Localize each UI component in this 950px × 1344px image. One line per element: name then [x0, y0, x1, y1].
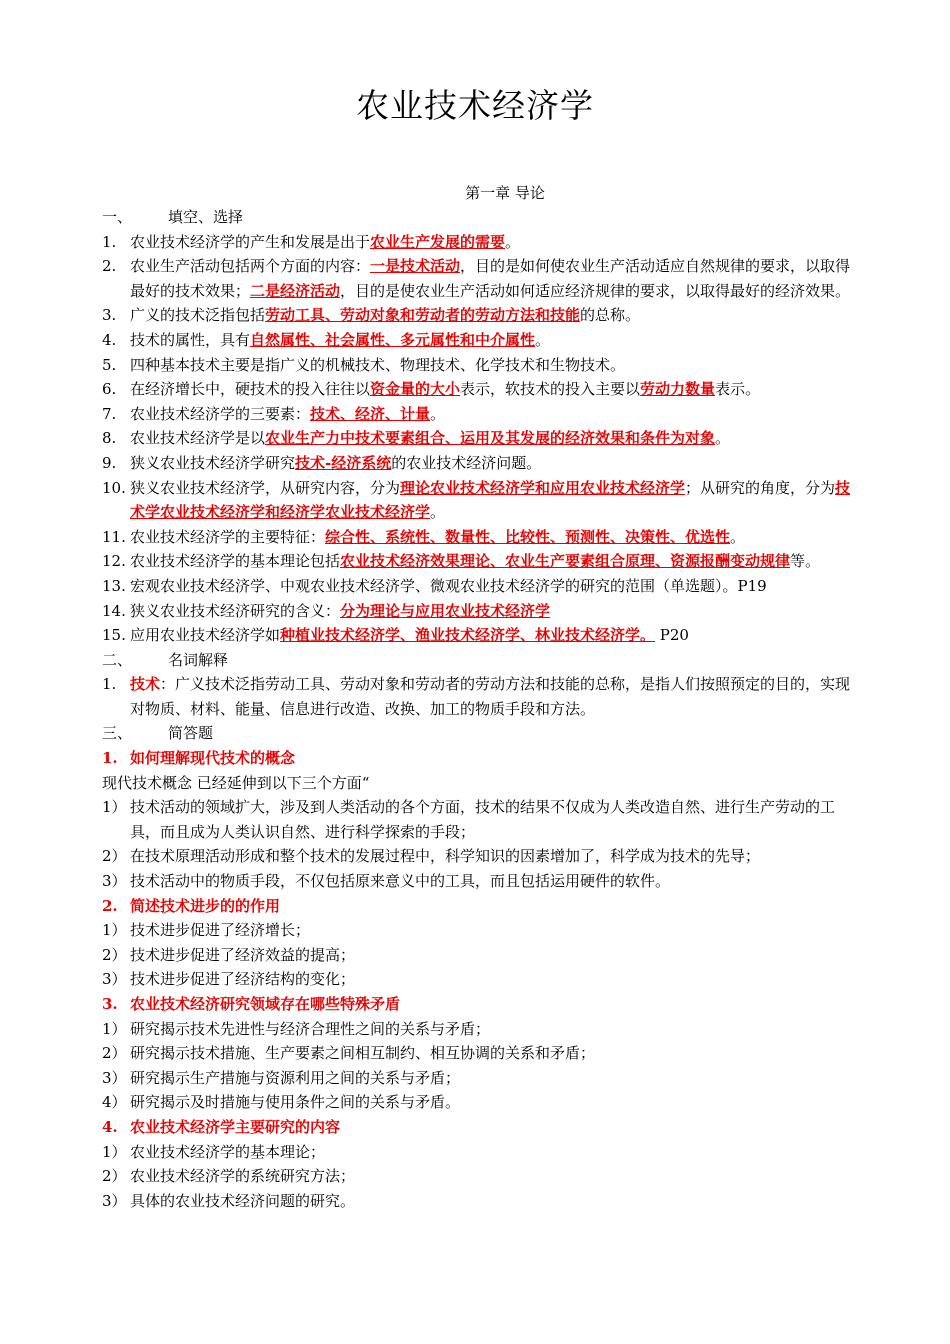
answer-highlight: 二是经济活动: [250, 281, 341, 300]
text-run: 的总称。: [580, 306, 641, 325]
item-text: [130, 602, 550, 620]
item-text: [130, 946, 355, 964]
section-heading-terms: [102, 648, 858, 673]
fill-item: [102, 377, 858, 402]
text-run: ，目的是如何使农业生产活动适应自然规律的要求，以取得最好的技术效果；: [130, 257, 851, 300]
answer-item: [102, 795, 858, 844]
fill-item: [102, 303, 858, 328]
fill-item: [102, 574, 858, 599]
answer-item: [102, 1017, 858, 1042]
section-label: 名词解释: [168, 650, 229, 669]
answer-item: [102, 1041, 858, 1066]
item-number: 3）: [102, 1068, 127, 1087]
section-number: 一、: [102, 208, 133, 226]
answer-highlight: 资金量的大小: [370, 380, 461, 399]
answer-highlight: 技术: [130, 675, 161, 694]
text-run: 技术进步促进了经济增长；: [130, 921, 311, 940]
item-text: [130, 356, 625, 374]
text-run: 农业技术经济学的基本理论；: [130, 1142, 326, 1161]
section-label: 填空、选择: [168, 208, 244, 226]
text-run: 在经济增长中，硬技术的投入往往以: [130, 380, 371, 399]
item-text: [130, 921, 310, 939]
section-heading-questions: [102, 721, 858, 746]
question-text: 如何理解现代技术的概念: [130, 749, 296, 768]
answer-item: [102, 967, 858, 992]
item-number: 3）: [102, 1191, 127, 1210]
text-run: 。: [715, 429, 731, 448]
answer-highlight: 种植业技术经济学、渔业技术经济学、林业技术经济学。: [280, 626, 656, 645]
item-number: 3.: [102, 306, 117, 325]
item-number: 9.: [102, 453, 117, 472]
question-intro: 现代技术概念 已经延伸到以下三个方面“: [102, 773, 370, 792]
text-run: 农业技术经济学的三要素：: [130, 404, 311, 423]
text-run: 广义的技术泛指包括: [130, 306, 266, 325]
item-number: 2）: [102, 945, 127, 964]
document-title: 农业技术经济学: [356, 86, 594, 125]
item-number: 2）: [102, 847, 127, 866]
item-text: [130, 1093, 460, 1111]
answer-item: [102, 918, 858, 943]
item-text: [130, 577, 767, 595]
item-number: 14.: [102, 601, 126, 620]
text-run: 表示。: [715, 380, 761, 399]
item-text: [130, 454, 541, 472]
item-number: 1）: [102, 1142, 127, 1161]
fill-in-list: [102, 230, 858, 648]
item-text: [130, 626, 689, 644]
answer-item: [102, 1189, 858, 1214]
item-text: [130, 380, 760, 398]
answer-highlight: 自然属性、社会属性、多元属性和中介属性: [250, 330, 536, 349]
item-text: [130, 1143, 325, 1161]
text-run: 应用农业技术经济学如: [130, 626, 281, 645]
item-number: 1）: [102, 798, 127, 817]
text-run: 技术活动中的物质手段，不仅包括原来意义中的工具，而且包括运用硬件的软件。: [130, 872, 671, 891]
text-run: 。: [505, 232, 521, 251]
item-number: 2）: [102, 1167, 127, 1186]
item-text: [130, 429, 730, 447]
item-text: [130, 233, 520, 251]
question-text: 农业技术经济学主要研究的内容: [130, 1117, 341, 1136]
question-text: 简述技术进步的的作用: [130, 896, 281, 915]
answer-highlight: 农业生产力中技术要素组合、运用及其发展的经济效果和条件为对象: [265, 429, 716, 448]
item-text: [130, 1192, 355, 1210]
item-number: 7.: [102, 404, 117, 423]
terms-list: [102, 672, 858, 721]
question-title: [102, 1115, 858, 1140]
answer-highlight: 分为理论与应用农业技术经济学: [340, 601, 551, 620]
text-run: ，目的是使农业生产活动如何适应经济规律的要求，以取得最好的经济效果。: [340, 281, 851, 300]
question-title: [102, 992, 858, 1017]
item-number: 2）: [102, 1044, 127, 1063]
fill-item: [102, 426, 858, 451]
text-run: 的农业技术经济问题。: [391, 453, 542, 472]
text-run: 。: [535, 330, 551, 349]
text-run: ：广义技术泛指劳动工具、劳动对象和劳动者的劳动方法和技能的总称，是指人们按照预定的目的，实现对物质、材料、能量、信息进行改造、改换、加工的物质手段和方法。: [130, 675, 851, 718]
item-text: [130, 257, 850, 300]
text-run: 在技术原理活动形成和整个技术的发展过程中，科学知识的因素增加了，科学成为技术的先导；: [130, 847, 761, 866]
answer-highlight: 技术学农业技术经济学和经济学农业技术经济学: [130, 478, 851, 522]
answer-item: [102, 844, 858, 869]
item-text: [130, 970, 355, 988]
item-text: [130, 552, 820, 570]
questions-list: [102, 746, 858, 1213]
text-run: 。: [430, 404, 446, 423]
fill-item: [102, 525, 858, 550]
section-label: 简答题: [168, 724, 214, 743]
text-run: 技术进步促进了经济效益的提高；: [130, 945, 356, 964]
question-title: [102, 746, 858, 771]
answer-highlight: 劳动力数量: [640, 380, 716, 399]
question-number: 3.: [102, 995, 118, 1013]
text-run: P20: [655, 626, 689, 645]
answer-item: [102, 1140, 858, 1165]
item-text: [130, 675, 850, 718]
text-run: 农业技术经济学的基本理论包括: [130, 552, 341, 571]
answer-highlight: 农业技术经济效果理论、农业生产要素组合原理、资源报酬变动规律: [340, 552, 791, 571]
item-text: [130, 405, 445, 423]
text-run: 等。: [790, 552, 821, 571]
text-run: 技术活动的领域扩大，涉及到人类活动的各个方面，技术的结果不仅成为人类改造自然、进行生产劳动的工具，而且成为人类认识自然、进行科学探索的手段；: [130, 798, 836, 841]
question-title: [102, 894, 858, 919]
document-body: [102, 205, 858, 1213]
answer-item: [102, 1066, 858, 1091]
text-run: 农业技术经济学的产生和发展是出于: [130, 232, 371, 251]
answer-item: [102, 943, 858, 968]
text-run: 农业技术经济学的系统研究方法；: [130, 1167, 356, 1186]
item-number: 12.: [102, 552, 126, 571]
text-run: ；从研究的角度，分为: [685, 478, 836, 497]
answer-highlight: 农业生产发展的需要: [370, 232, 506, 251]
answer-highlight: 一是技术活动: [370, 257, 461, 276]
answer-item: [102, 869, 858, 894]
item-text: [130, 1069, 460, 1087]
item-number: 5.: [102, 355, 117, 374]
chapter-heading: 第一章 导论: [465, 184, 545, 202]
text-run: 研究揭示技术措施、生产要素之间相互制约、相互协调的关系和矛盾；: [130, 1044, 596, 1063]
answer-highlight: 技术、经济、计量: [310, 404, 431, 423]
item-number: 15.: [102, 626, 126, 645]
answer-highlight: 理论农业技术经济学和应用农业技术经济学: [400, 478, 686, 497]
question-text: 农业技术经济研究领域存在哪些特殊矛盾: [130, 995, 401, 1013]
fill-item: [102, 623, 858, 648]
item-text: [130, 798, 835, 841]
text-run: 技术进步促进了经济结构的变化；: [130, 970, 356, 989]
text-run: 研究揭示技术先进性与经济合理性之间的关系与矛盾；: [130, 1019, 491, 1038]
item-text: [130, 528, 745, 546]
item-number: 13.: [102, 576, 126, 595]
item-text: [130, 847, 760, 865]
text-run: 农业技术经济学的主要特征：: [130, 527, 326, 546]
item-number: 4.: [102, 330, 117, 349]
item-text: [130, 1020, 490, 1038]
section-number: 二、: [102, 650, 133, 669]
item-number: 2.: [102, 257, 117, 276]
fill-item: [102, 599, 858, 624]
text-run: 技术的属性，具有: [130, 330, 251, 349]
text-run: 。: [430, 503, 446, 522]
item-number: 6.: [102, 380, 117, 399]
item-text: [130, 1044, 595, 1062]
question-number: 2.: [102, 896, 118, 915]
item-number: 10.: [102, 478, 126, 497]
item-number: 1.: [102, 675, 117, 694]
item-text: [130, 331, 550, 349]
fill-item: [102, 549, 858, 574]
item-number: 3）: [102, 970, 127, 989]
fill-item: [102, 353, 858, 378]
item-number: 1）: [102, 921, 127, 940]
term-item: [102, 672, 858, 721]
text-run: 表示，软技术的投入主要以: [460, 380, 641, 399]
item-number: 1）: [102, 1019, 127, 1038]
fill-item: [102, 254, 858, 303]
text-run: 。: [730, 527, 746, 546]
fill-item: [102, 328, 858, 353]
text-run: 研究揭示及时措施与使用条件之间的关系与矛盾。: [130, 1093, 461, 1112]
answer-highlight: 技术-经济系统: [295, 453, 392, 472]
item-number: 3）: [102, 872, 127, 891]
text-run: 农业生产活动包括两个方面的内容：: [130, 257, 371, 276]
fill-item: [102, 230, 858, 255]
section-heading-fill: [102, 205, 858, 230]
text-run: 农业技术经济学是以: [130, 429, 266, 448]
text-run: 狭义农业技术经济研究的含义：: [130, 601, 341, 620]
text-run: 研究揭示生产措施与资源利用之间的关系与矛盾；: [130, 1068, 461, 1087]
fill-item: [102, 451, 858, 476]
text-run: 宏观农业技术经济学、中观农业技术经济学、微观农业技术经济学的研究的范围（单选题）。P19: [130, 576, 767, 595]
item-number: 8.: [102, 429, 117, 448]
text-run: 狭义农业技术经济学，从研究内容，分为: [130, 478, 401, 497]
item-number: 1.: [102, 232, 117, 251]
item-number: 11.: [102, 527, 126, 546]
answer-highlight: 综合性、系统性、数量性、比较性、预测性、决策性、优选性: [325, 527, 731, 546]
answer-item: [102, 1164, 858, 1189]
fill-item: [102, 476, 858, 525]
item-text: [130, 479, 850, 522]
answer-highlight: 劳动工具、劳动对象和劳动者的劳动方法和技能: [265, 306, 581, 325]
item-text: [130, 306, 640, 324]
answer-item: [102, 1090, 858, 1115]
item-text: [130, 1167, 355, 1185]
section-number: 三、: [102, 724, 133, 743]
question-number: 4.: [102, 1117, 118, 1136]
item-text: [130, 872, 670, 890]
question-number: 1.: [102, 749, 118, 768]
item-number: 4）: [102, 1093, 127, 1112]
text-run: 四种基本技术主要是指广义的机械技术、物理技术、化学技术和生物技术。: [130, 355, 626, 374]
fill-item: [102, 402, 858, 427]
text-run: 狭义农业技术经济学研究: [130, 453, 296, 472]
text-run: 具体的农业技术经济问题的研究。: [130, 1191, 356, 1210]
